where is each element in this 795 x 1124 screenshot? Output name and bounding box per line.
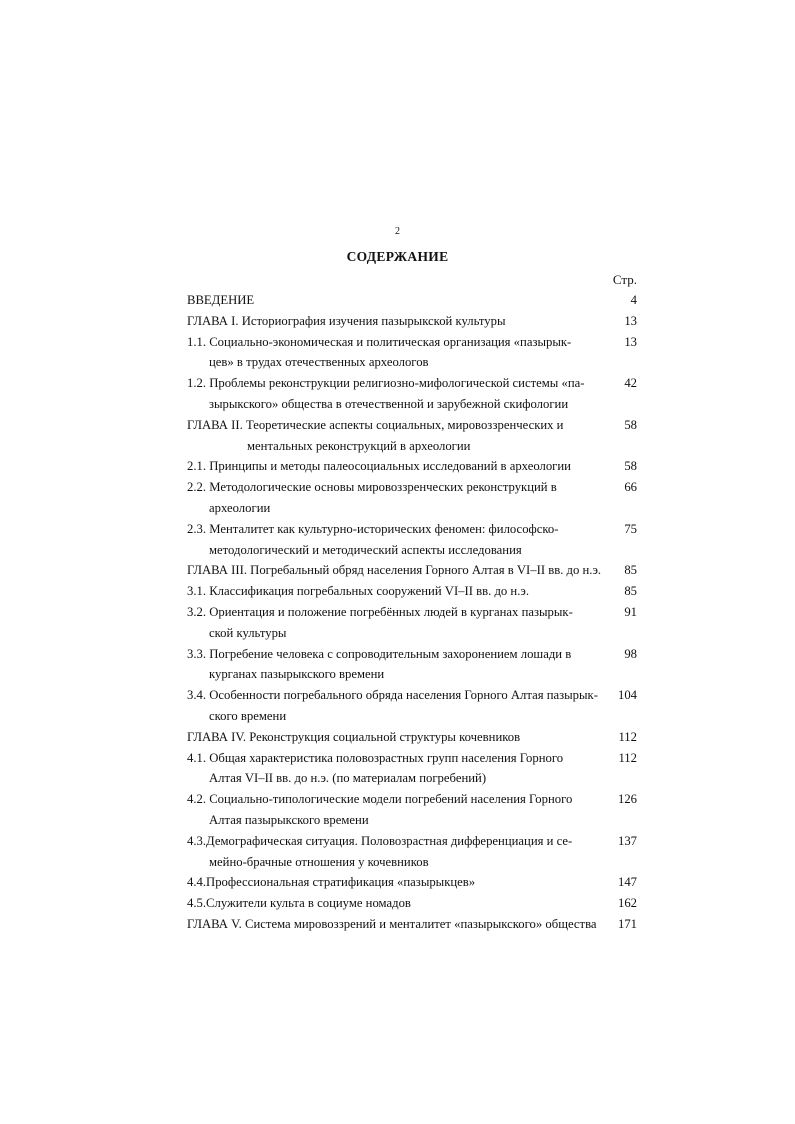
toc-entry: [187, 519, 637, 561]
toc-entry-text: [187, 685, 598, 727]
toc-entry-line: 3.4. Особенности погребального обряда населения Горного Алтая пазырык-: [187, 688, 598, 703]
toc-entry-line: 2.1. Принципы и методы палеосоциальных исследований в археологии: [187, 459, 571, 474]
toc-entry-page-number: 58: [624, 417, 637, 432]
toc-entry-line: мейно-брачные отношения у кочевников: [209, 854, 429, 869]
toc-entry-line: ВВЕДЕНИЕ: [187, 293, 255, 307]
toc-entry: [187, 415, 637, 457]
toc-entry-text: [187, 872, 595, 893]
toc-entry-page-number: 137: [617, 833, 637, 848]
table-of-contents: [187, 290, 637, 935]
toc-entry-text: [187, 456, 595, 477]
toc-entry-page-number: 126: [617, 792, 637, 807]
page-title: СОДЕРЖАНИЕ: [346, 249, 449, 264]
toc-entry: [187, 644, 637, 686]
page-column-header: Стр.: [612, 272, 637, 287]
toc-entry-line: ГЛАВА V. Система мировоззрений и менталитет «пазырыкского» общества: [187, 916, 597, 931]
toc-entry-line: методологический и методический аспекты исследования: [209, 542, 522, 557]
toc-entry-page-number: 66: [624, 480, 637, 495]
toc-entry-page-number: 58: [624, 459, 637, 474]
toc-entry-line: ГЛАВА III. Погребальный обряд населения Горного Алтая в VI–II вв. до н.э.: [187, 563, 602, 578]
toc-entry-page-number: 147: [617, 875, 637, 890]
toc-entry-page-number: 91: [624, 604, 637, 619]
toc-entry-text: [187, 602, 595, 644]
toc-entry-line: 3.2. Ориентация и положение погребённых людей в курганах пазырык-: [187, 604, 573, 619]
toc-entry: [187, 373, 637, 415]
toc-entry-line: 1.1. Социально-экономическая и политическая организация «пазырык-: [187, 334, 572, 349]
toc-entry-line: 2.2. Методологические основы мировоззренческих реконструкций в: [187, 480, 557, 495]
toc-entry-line: 4.2. Социально-типологические модели погребений населения Горного: [187, 792, 573, 807]
toc-entry-text: [187, 477, 595, 519]
toc-entry-page-number: 13: [624, 313, 637, 328]
toc-entry-line: 3.3. Погребение человека с сопроводительным захоронением лошади в: [187, 646, 572, 661]
toc-entry-line: археологии: [209, 500, 271, 515]
toc-entry-line: ГЛАВА I. Историография изучения пазырыкской культуры: [187, 313, 506, 328]
toc-entry-text: [187, 789, 595, 831]
toc-entry-line: 4.5.Служители культа в социуме номадов: [187, 896, 411, 911]
toc-entry-page-number: 75: [624, 521, 637, 536]
toc-entry-page-number: 98: [624, 646, 637, 661]
toc-entry: [187, 748, 637, 790]
toc-entry-page-number: 171: [617, 916, 637, 931]
toc-entry-page-number: 85: [624, 563, 637, 578]
toc-entry: [187, 602, 637, 644]
toc-entry-page-number: 4: [630, 293, 637, 307]
toc-entry-line: курганах пазырыкского времени: [209, 667, 385, 682]
toc-entry: [187, 456, 637, 477]
toc-entry-line: ГЛАВА II. Теоретические аспекты социальных, мировоззренческих и: [187, 417, 564, 432]
toc-entry-text: [187, 311, 595, 332]
toc-entry-line: ГЛАВА IV. Реконструкция социальной структуры кочевников: [187, 729, 521, 744]
toc-entry-page-number: 162: [617, 896, 637, 911]
toc-entry: [187, 727, 637, 748]
toc-entry: [187, 560, 637, 581]
toc-entry-text: [187, 560, 602, 581]
toc-entry-line: Алтая пазырыкского времени: [209, 812, 369, 827]
toc-entry-page-number: 104: [617, 688, 637, 703]
toc-entry: [187, 872, 637, 893]
page-number: 2: [395, 226, 400, 237]
toc-entry-line: 2.3. Менталитет как культурно-исторических феномен: философско-: [187, 521, 559, 536]
toc-entry: [187, 311, 637, 332]
toc-entry: [187, 831, 637, 873]
toc-entry-text: [187, 914, 595, 935]
toc-entry-text: [187, 373, 595, 415]
toc-entry: [187, 914, 637, 935]
toc-entry-text: [187, 831, 595, 873]
toc-entry-page-number: 85: [624, 584, 637, 599]
toc-entry-line: 4.3.Демографическая ситуация. Половозрастная дифференциация и се-: [187, 833, 573, 848]
toc-entry-line: 4.1. Общая характеристика половозрастных групп населения Горного: [187, 750, 564, 765]
toc-entry-line: 4.4.Профессиональная стратификация «пазырыкцев»: [187, 875, 476, 890]
toc-entry-text: [187, 332, 595, 374]
toc-entry-text: [187, 644, 595, 686]
toc-entry-line: 1.2. Проблемы реконструкции религиозно-мифологической системы «па-: [187, 376, 585, 391]
toc-entry-text: [187, 581, 595, 602]
toc-entry: [187, 789, 637, 831]
toc-entry-text: [187, 727, 595, 748]
toc-entry-line: ского времени: [209, 708, 287, 723]
toc-entry: [187, 290, 637, 311]
toc-entry-line: 3.1. Классификация погребальных сооружений VI–II вв. до н.э.: [187, 584, 530, 599]
toc-entry-page-number: 13: [624, 334, 637, 349]
toc-entry: [187, 893, 637, 914]
toc-entry-page-number: 42: [624, 376, 637, 391]
toc-entry-text: [187, 748, 595, 790]
toc-entry: [187, 581, 637, 602]
toc-entry: [187, 685, 637, 727]
toc-entry-line: зырыкского» общества в отечественной и зарубежной скифологии: [209, 396, 569, 411]
toc-entry-text: [187, 415, 595, 457]
toc-entry-text: [187, 893, 595, 914]
toc-entry: [187, 332, 637, 374]
toc-entry-line: ментальных реконструкций в археологии: [247, 438, 471, 453]
toc-entry-text: [187, 519, 595, 561]
toc-entry-line: цев» в трудах отечественных археологов: [209, 355, 429, 370]
toc-entry-page-number: 112: [618, 750, 637, 765]
toc-entry-line: ской культуры: [209, 625, 287, 640]
toc-entry-line: Алтая VI–II вв. до н.э. (по материалам погребений): [209, 771, 487, 786]
toc-entry-text: [187, 290, 595, 311]
toc-entry-page-number: 112: [618, 729, 637, 744]
toc-entry: [187, 477, 637, 519]
